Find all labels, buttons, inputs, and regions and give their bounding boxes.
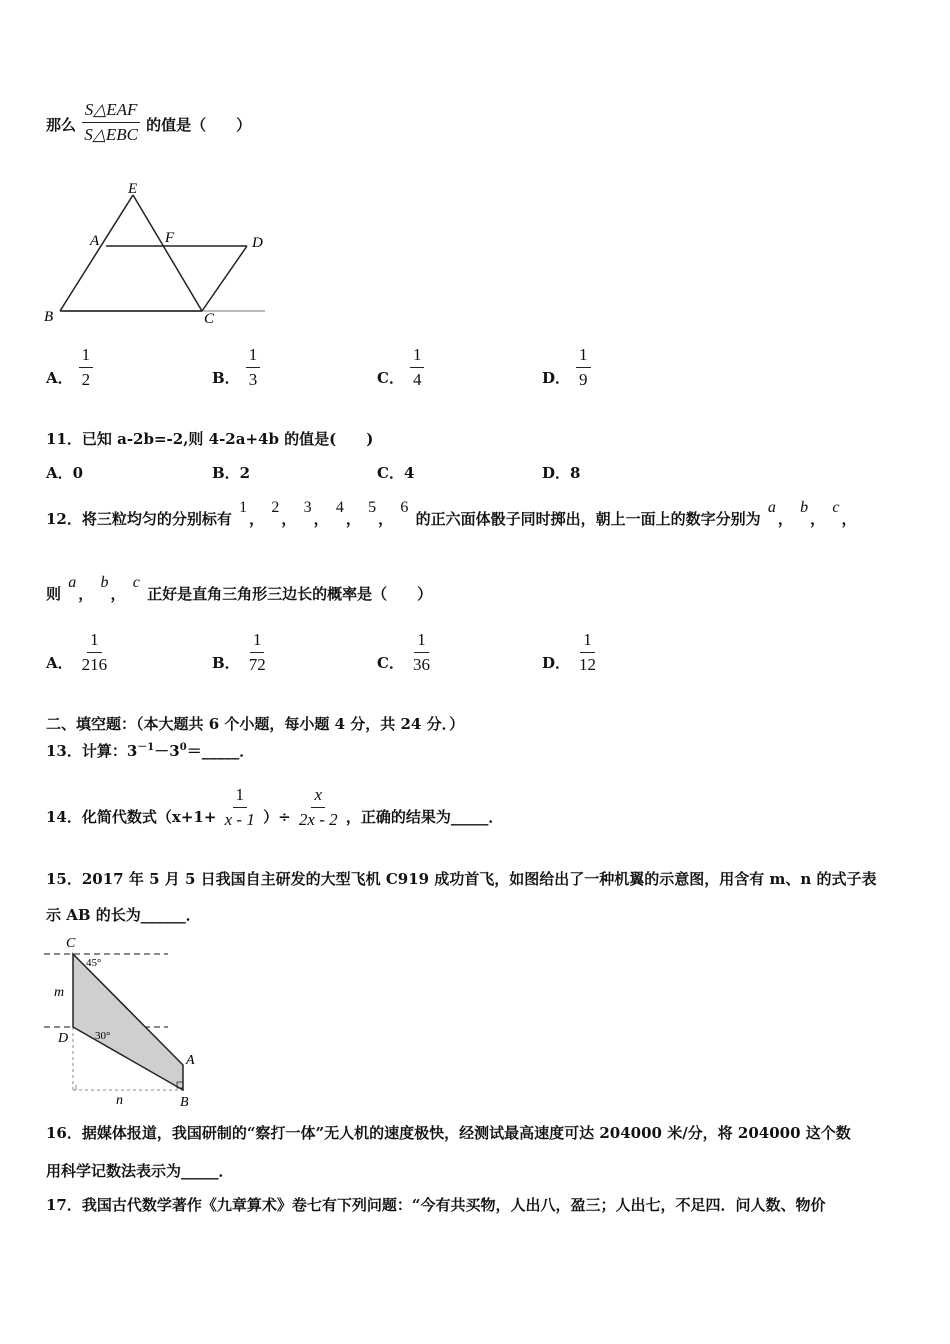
die-face-2: 2 [271, 499, 280, 516]
q10-parallelogram-figure [40, 178, 275, 328]
q15-wing-figure [40, 930, 210, 1110]
q14-stem [46, 785, 503, 830]
q13-text-c: ＝_____． [186, 742, 255, 760]
q14-text-b: ）÷ [263, 807, 291, 826]
label-A: A [186, 1053, 195, 1068]
var-a: a [767, 499, 776, 516]
option-fraction: $\frac{1}{9}$ [576, 345, 591, 390]
separator: ， [378, 510, 394, 528]
segment-BE [60, 195, 133, 311]
q13-text-a: 13．计算：3 [46, 742, 138, 760]
q14-text-a: 14．化简代数式（x+1+ [46, 807, 217, 826]
die-face-6: 6 [400, 499, 409, 516]
q14-fraction-2: $\frac{x}{2x - 2}$ [298, 785, 338, 829]
var-c: c [832, 499, 840, 516]
separator: ， [78, 585, 94, 603]
q16-stem-line2: 用科学记数法表示为_____． [46, 1162, 234, 1180]
separator: ， [281, 510, 297, 528]
option-label: C． [377, 369, 404, 387]
var-c: c [132, 574, 140, 591]
segment-EC [133, 195, 202, 311]
option-label: D． [542, 654, 571, 672]
angle-30-label: 30° [95, 1030, 111, 1042]
var-b: b [100, 574, 109, 591]
label-B: B [180, 1095, 189, 1110]
q11-option-c[interactable]: C．4 [377, 464, 415, 482]
wing-shape [73, 954, 183, 1090]
q10-prefix: 那么 [46, 115, 77, 134]
die-face-4: 4 [335, 499, 344, 516]
option-fraction: $\frac{1}{72}$ [248, 630, 266, 674]
q12-stem-line1 [46, 499, 857, 529]
segment-CD [202, 246, 247, 311]
angle-45-label: 45° [86, 957, 102, 969]
q11-option-a[interactable]: A．0 [46, 464, 84, 482]
q10-stem [46, 100, 251, 145]
label-B: B [44, 309, 54, 325]
option-label: A． [46, 369, 73, 387]
option-fraction: $\frac{1}{216}$ [81, 630, 108, 674]
separator: ， [249, 510, 265, 528]
section-heading-fill-in: 二、填空题：（本大题共 6 个小题，每小题 4 分，共 24 分．） [46, 715, 465, 733]
die-face-1: 1 [239, 499, 248, 516]
q10-frac-den: S△EBC [84, 125, 138, 144]
q13-text-b: －3 [154, 742, 180, 760]
label-m: m [54, 985, 65, 1000]
q10-option-c[interactable] [377, 345, 424, 390]
q12-text-d: 正好是直角三角形三边长的概率是（ ） [147, 585, 433, 603]
die-face-3: 3 [303, 499, 312, 516]
die-face-5: 5 [368, 499, 377, 516]
q15-stem-line2: 示 AB 的长为______． [46, 906, 201, 924]
q12-option-c[interactable] [377, 630, 433, 675]
option-label: C． [377, 654, 404, 672]
label-D: D [58, 1031, 69, 1046]
option-label: B． [212, 654, 240, 672]
label-D: D [252, 235, 263, 251]
q12-option-b[interactable] [212, 630, 269, 675]
var-a: a [68, 574, 77, 591]
separator: ， [777, 510, 793, 528]
var-b: b [800, 499, 809, 516]
q16-stem-line1: 16．据媒体报道，我国研制的“察打一体”无人机的速度极快，经测试最高速度可达 204000 米/分，将 204000 这个数 [46, 1124, 851, 1142]
q14-fraction-1: $\frac{1}{x - 1}$ [224, 785, 255, 829]
q10-option-d[interactable] [542, 345, 591, 390]
option-label: B． [212, 369, 240, 387]
q15-stem-line1: 15．2017 年 5 月 5 日我国自主研发的大型飞机 C919 成功首飞，如图给出了一种机翼的示意图，用含有 m、n 的式子表 [46, 870, 877, 888]
label-F: F [165, 230, 175, 246]
label-E: E [128, 181, 138, 197]
separator: ， [110, 585, 126, 603]
option-label: A． [46, 654, 73, 672]
separator: ， [841, 510, 857, 528]
option-fraction: $\frac{1}{2}$ [79, 345, 94, 390]
q10-area-ratio-fraction [81, 100, 141, 145]
q11-option-d[interactable]: D．8 [542, 464, 581, 482]
q17-stem-line1: 17．我国古代数学著作《九章算术》卷七有下列问题：“今有共买物，人出八，盈三；人出七，不足四．问人数、物价 [46, 1196, 826, 1214]
option-fraction: $\frac{1}{3}$ [246, 345, 261, 390]
option-fraction: $\frac{1}{36}$ [412, 630, 430, 674]
q12-text-c: 则 [46, 585, 62, 603]
option-fraction: $\frac{1}{12}$ [579, 630, 597, 674]
q13-exponent-2: 0 [179, 742, 187, 753]
q10-option-a[interactable] [46, 345, 93, 390]
label-A: A [90, 233, 100, 249]
q13-exponent-1: －1 [137, 742, 155, 753]
q13-stem [46, 738, 254, 761]
q12-option-d[interactable] [542, 630, 599, 675]
q10-suffix: 的值是（ ） [146, 115, 252, 134]
q14-text-c: ，正确的结果为_____． [345, 807, 504, 826]
option-fraction: $\frac{1}{4}$ [410, 345, 425, 390]
q10-frac-num: S△EAF [82, 100, 141, 123]
separator: ， [313, 510, 329, 528]
q10-option-b[interactable] [212, 345, 260, 390]
q12-text-a: 12．将三粒均匀的分别标有 [46, 510, 232, 528]
label-C: C [66, 936, 76, 951]
separator: ， [810, 510, 826, 528]
label-C: C [204, 311, 215, 327]
q11-option-b[interactable]: B．2 [212, 464, 251, 482]
q12-stem-line2 [46, 574, 433, 604]
q12-text-b: 的正六面体骰子同时掷出，朝上一面上的数字分别为 [415, 510, 761, 528]
label-n: n [116, 1093, 123, 1108]
q11-stem: 11．已知 a-2b=-2,则 4-2a+4b 的值是( ) [46, 430, 374, 448]
q12-option-a[interactable] [46, 630, 110, 675]
option-label: D． [542, 369, 571, 387]
separator: ， [345, 510, 361, 528]
